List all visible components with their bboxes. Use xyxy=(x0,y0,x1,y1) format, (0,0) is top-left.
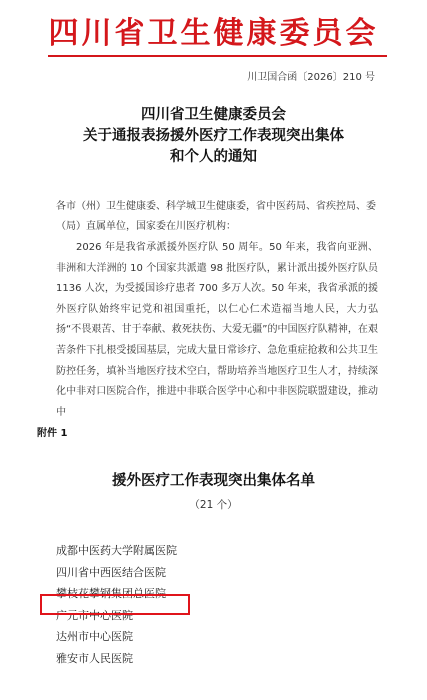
notice-title-line: 关于通报表扬援外医疗工作表现突出集体 xyxy=(83,127,344,144)
list-title: 援外医疗工作表现突出集体名单 xyxy=(112,472,315,489)
header-red-rule xyxy=(48,55,387,57)
org-header-title: 四川省卫生健康委员会 xyxy=(48,16,379,51)
list-item: 四川省中西医结合医院 xyxy=(56,565,166,579)
list-item: 广元市中心医院 xyxy=(56,608,133,622)
notice-title-line: 四川省卫生健康委员会 xyxy=(141,106,286,123)
notice-title xyxy=(0,104,427,167)
list-count: （21 个） xyxy=(189,499,238,511)
list-item: 雅安市人民医院 xyxy=(56,651,133,665)
attachment-label: 附件 1 xyxy=(37,428,68,439)
list-item: 达州市中心医院 xyxy=(56,630,133,643)
list-item: 成都中医药大学附属医院 xyxy=(56,544,177,557)
notice-title-line: 和个人的通知 xyxy=(170,148,257,165)
document-number: 川卫国合函〔2026〕210 号 xyxy=(247,72,375,83)
list-item-highlighted: 攀枝花攀钢集团总医院 xyxy=(56,587,166,600)
unit-list xyxy=(56,540,177,669)
addressee-paragraph: 各市（州）卫生健康委、科学城卫生健康委，省中医药局、省疾控局、委（局）直属单位，国家委在川医疗机构： xyxy=(56,201,376,232)
body-paragraph: 2026 年是我省承派援外医疗队 50 周年。50 年来，我省向亚洲、非洲和大洋洲的 10 个国家共派遣 98 批医疗队，累计派出援外医疗队员 1136 人次，为受援国诊疗患者 700 多万人次。50 年来，我省承派的援外医疗队始终牢记党和祖国重托，以仁心仁术造福当地人民，大力弘扬“不畏艰苦、甘于奉献、救死扶伤、大爱无疆”的中国医疗队精神，在艰苦条件下扎根受援国基层，完成大量日常诊疗、急危重症抢救和公共卫生防控任务，填补当地医疗技术空白，帮助培养当地医疗卫生人才，持续深化中非对口医院合作，推进中非联合医学中心和中非医院联盟建设，推动中 xyxy=(56,242,378,418)
